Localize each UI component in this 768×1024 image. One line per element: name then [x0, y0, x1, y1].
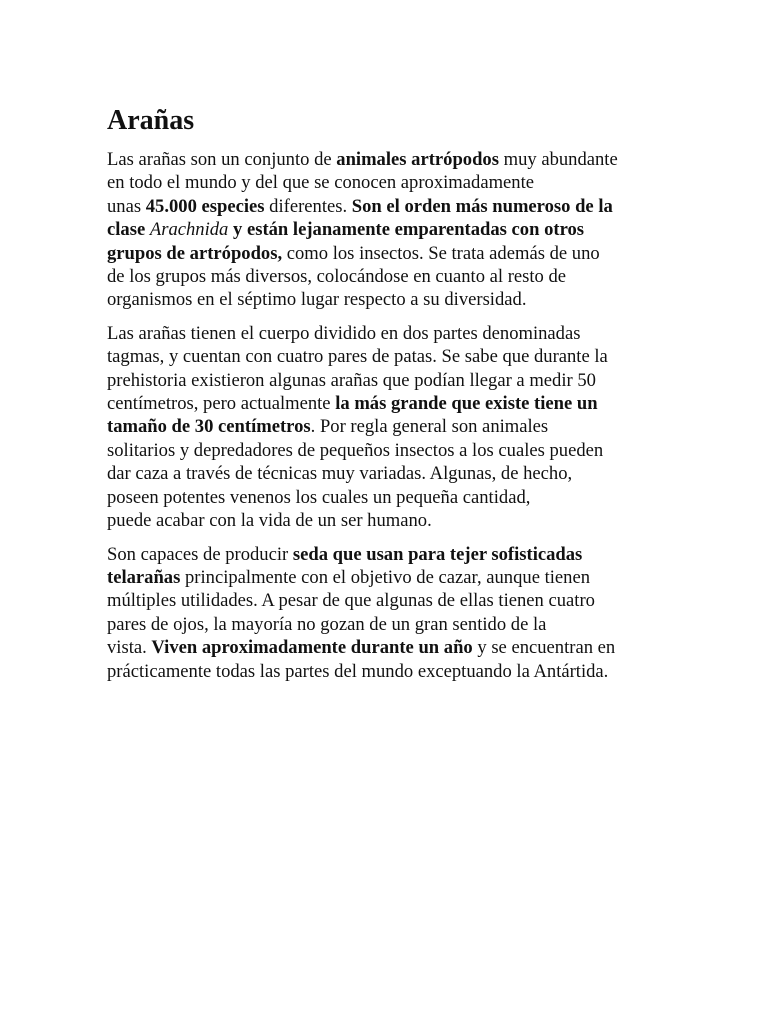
text-run: muy abundante: [498, 149, 618, 170]
text-run: de los grupos más diversos, colocándose en cuanto al resto de: [107, 266, 567, 288]
text-line: [107, 195, 667, 218]
text-line: [107, 242, 667, 265]
text-line: [107, 543, 667, 566]
text-line: [107, 486, 667, 509]
bold-text: grupos de artrópodos,: [107, 242, 283, 264]
text-line: [107, 218, 667, 241]
bold-text: tamaño de 30 centímetros: [107, 416, 311, 438]
bold-text: Son el orden más numeroso de la: [351, 195, 613, 217]
text-run: principalmente con el objetivo de cazar, aunque tienen: [180, 566, 591, 588]
text-run: pares de ojos, la mayoría no gozan de un gran sentido de la: [107, 613, 547, 635]
text-line: [107, 439, 667, 462]
text-run: unas: [107, 195, 146, 217]
text-line: [107, 322, 667, 345]
text-line: [107, 566, 667, 589]
text-run: en todo el mundo y del que se conocen aproximadamente: [107, 172, 535, 194]
text-line: [107, 589, 667, 612]
text-run: puede acabar con la vida de un ser humano.: [107, 510, 432, 532]
text-run: poseen potentes venenos los cuales un pequeña cantidad,: [107, 486, 531, 508]
text-run: Son capaces de producir: [107, 543, 293, 565]
paragraph: [107, 148, 667, 312]
text-run: múltiples utilidades. A pesar de que algunas de ellas tienen cuatro: [107, 590, 595, 612]
paragraph: [107, 322, 667, 533]
text-line: [107, 509, 667, 532]
text-run: vista.: [107, 637, 152, 659]
text-run: dar caza a través de técnicas muy variadas. Algunas, de hecho,: [107, 463, 573, 485]
text-line: [107, 171, 667, 194]
bold-text: Viven aproximadamente durante un año: [151, 637, 473, 659]
document-title: Arañas: [107, 105, 195, 136]
italic-text: Arachnida: [149, 219, 229, 241]
text-run: solitarios y depredadores de pequeños insectos a los cuales pueden: [107, 439, 604, 461]
bold-text: animales artrópodos: [336, 149, 499, 170]
text-line: [107, 660, 667, 683]
text-run: tagmas, y cuentan con cuatro pares de patas. Se sabe que durante la: [107, 346, 608, 368]
bold-text: seda que usan para tejer sofisticadas: [292, 543, 583, 565]
text-line: [107, 288, 667, 311]
bold-text: la más grande que existe tiene un: [335, 393, 598, 415]
text-line: [107, 462, 667, 485]
text-run: organismos en el séptimo lugar respecto a su diversidad.: [107, 289, 527, 311]
text-run: y se encuentran en: [472, 637, 616, 659]
document-page: [107, 104, 667, 693]
text-run: prehistoria existieron algunas arañas que podían llegar a medir 50: [107, 369, 596, 391]
paragraph: [107, 543, 667, 683]
text-run: prácticamente todas las partes del mundo exceptuando la Antártida.: [107, 660, 609, 682]
text-line: [107, 613, 667, 636]
text-line: [107, 148, 667, 171]
text-line: [107, 636, 667, 659]
text-line: [107, 369, 667, 392]
text-run: como los insectos. Se trata además de uno: [282, 242, 600, 264]
text-run: Las arañas tienen el cuerpo dividido en dos partes denominadas: [107, 322, 581, 344]
text-run: centímetros, pero actualmente: [107, 393, 336, 415]
bold-text: y están lejanamente emparentadas con otros: [228, 219, 585, 241]
bold-text: clase: [107, 219, 150, 241]
bold-text: telarañas: [107, 566, 181, 588]
text-run: . Por regla general son animales: [310, 416, 549, 438]
text-run: Las arañas son un conjunto de: [107, 149, 337, 170]
text-line: [107, 265, 667, 288]
text-line: [107, 415, 667, 438]
text-line: [107, 392, 667, 415]
text-run: diferentes.: [264, 195, 352, 217]
text-line: [107, 345, 667, 368]
document-body: [107, 148, 667, 683]
bold-text: 45.000 especies: [145, 195, 265, 217]
